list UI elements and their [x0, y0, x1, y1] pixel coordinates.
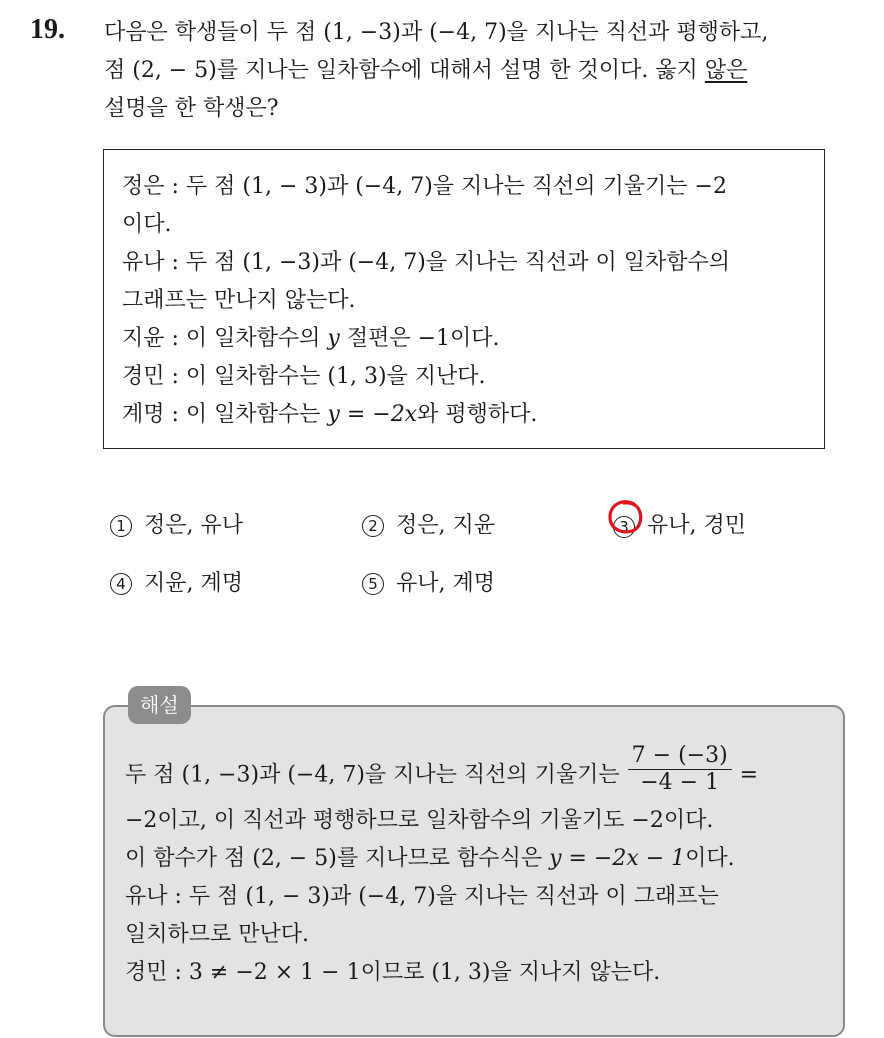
choice-4[interactable]: [110, 564, 243, 604]
statement-gyeongmin: 경민 : 이 일차함수는 (1, 3)을 지난다.: [122, 364, 486, 389]
statement-gyemyeong-b: 와 평행하다.: [417, 402, 538, 427]
choice-number-5: 5: [362, 573, 384, 595]
choice-number-3: 3: [613, 516, 635, 538]
question-line-3: 설명을 한 학생은?: [104, 96, 279, 121]
statement-gyemyeong-math: y = −2x: [327, 402, 418, 427]
explanation-line-2: −2이고, 이 직선과 평행하므로 일차함수의 기울기도 −2이다.: [125, 808, 714, 833]
choice-number-4: 4: [110, 573, 132, 595]
explanation-line-6: 경민 : 3 ≠ −2 × 1 − 1이므로 (1, 3)을 지나지 않는다.: [125, 960, 661, 985]
question-number: 19.: [30, 14, 65, 45]
statement-yuna-cont: 그래프는 만나지 않는다.: [122, 288, 356, 313]
statement-jiyun: [122, 320, 808, 358]
choice-label-1: 정은, 유나: [144, 513, 243, 538]
explanation-line-1: [125, 743, 823, 802]
statement-jiyun-a: 지윤 : 이 일차함수의: [122, 326, 328, 351]
statement-jiyun-var: y: [327, 326, 340, 351]
question-line-1: 다음은 학생들이 두 점 (1, −3)과 (−4, 7)을 지나는 직선과 평행하고,: [104, 20, 769, 45]
explanation-box: [103, 705, 845, 1037]
choice-3[interactable]: [613, 506, 746, 546]
explanation-function: y = −2x − 1: [549, 846, 686, 871]
explanation-line-1-text: 두 점 (1, −3)과 (−4, 7)을 지나는 직선의 기울기는: [125, 762, 620, 788]
statement-yuna: 유나 : 두 점 (1, −3)과 (−4, 7)을 지나는 직선과 이 일차함수의: [122, 250, 731, 275]
choice-2[interactable]: [362, 506, 495, 546]
question-text: [104, 14, 874, 128]
statement-gyemyeong: [122, 396, 808, 434]
question-line-2: [104, 52, 874, 90]
selected-answer-mark: [613, 506, 647, 546]
choice-label-3: 유나, 경민: [647, 513, 746, 538]
statement-jiyun-b: 절편은 −1이다.: [339, 326, 500, 351]
choice-label-4: 지윤, 계명: [144, 571, 243, 596]
explanation-line-3-a: 이 함수가 점 (2, − 5)를 지나므로 함수식은: [125, 846, 550, 871]
choice-number-1: 1: [110, 515, 132, 537]
choice-number-2: 2: [362, 515, 384, 537]
statement-gyemyeong-a: 계명 : 이 일차함수는: [122, 402, 328, 427]
underlined-keyword: 않은: [704, 58, 748, 83]
choice-5[interactable]: [362, 564, 495, 604]
choice-1[interactable]: [110, 506, 243, 546]
question-line-2-text: 점 (2, − 5)를 지나는 일차함수에 대해서 설명 한 것이다. 옳지: [104, 58, 705, 83]
statement-jeongeun-cont: 이다.: [122, 212, 172, 237]
explanation-line-3: [125, 840, 823, 878]
choice-label-2: 정은, 지윤: [396, 513, 495, 538]
explanation-line-4: 유나 : 두 점 (1, − 3)과 (−4, 7)을 지나는 직선과 이 그래프는: [125, 884, 719, 909]
fraction-denominator: −4 − 1: [640, 770, 720, 795]
equals-sign: =: [739, 762, 759, 788]
explanation-line-3-b: 이다.: [685, 846, 735, 871]
fraction-numerator: 7 − (−3): [628, 743, 732, 770]
statement-jeongeun: 정은 : 두 점 (1, − 3)과 (−4, 7)을 지나는 직선의 기울기는 −2: [122, 174, 727, 199]
statements-box: [103, 149, 825, 449]
slope-fraction: [628, 743, 732, 796]
choice-label-5: 유나, 계명: [396, 571, 495, 596]
explanation-tab: 해설: [128, 686, 191, 724]
explanation-line-5: 일치하므로 만난다.: [125, 922, 310, 947]
